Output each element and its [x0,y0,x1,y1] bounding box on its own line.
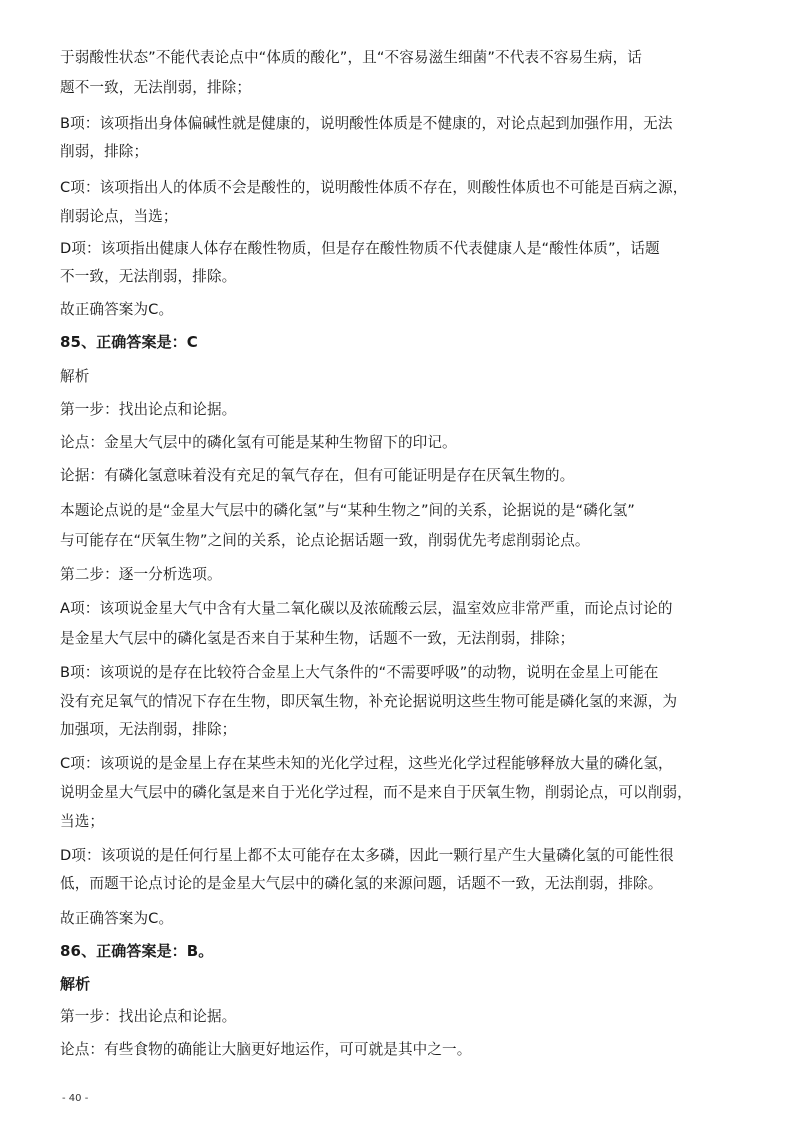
text-line: C项：该项说的是金星上存在某些未知的光化学过程，这些光化学过程能够释放大量的磷化氢， [60,755,673,772]
text-line: 与可能存在“厌氧生物”之间的关系，论点论据话题一致，削弱优先考虑削弱论点。 [60,532,590,549]
text-line: 削弱论点，当选； [60,208,178,225]
text-line: 故正确答案为C。 [60,301,174,318]
text-line: 第一步：找出论点和论据。 [60,1008,237,1025]
text-line: D项：该项说的是任何行星上都不太可能存在太多磷，因此一颗行星产生大量磷化氢的可能性很 [60,847,674,864]
text-line: 论点：金星大气层中的磷化氢有可能是某种生物留下的印记。 [60,434,457,451]
text-line: 削弱，排除； [60,143,149,160]
text-line: A项：该项说金星大气中含有大量二氧化碳以及浓硫酸云层，温室效应非常严重，而论点讨论的 [60,600,673,617]
text-line: 本题论点说的是“金星大气层中的磷化氢”与“某种生物之”间的关系，论据说的是“磷化氢” [60,502,635,519]
answer-heading-86: 86、正确答案是：B。 [60,942,214,960]
text-line: 第一步：找出论点和论据。 [60,401,237,418]
text-line: 解析 [60,368,90,385]
text-line: 说明金星大气层中的磷化氢是来自于光化学过程，而不是来自于厌氧生物，削弱论点，可以削弱， [60,784,692,801]
text-line: 第二步：逐一分析选项。 [60,566,222,583]
text-line: B项：该项说的是存在比较符合金星上大气条件的“不需要呼吸”的动物，说明在金星上可能在 [60,664,659,681]
text-line: 没有充足氧气的情况下存在生物，即厌氧生物，补充论据说明这些生物可能是磷化氢的来源，为 [60,693,678,710]
text-line: 是金星大气层中的磷化氢是否来自于某种生物，话题不一致，无法削弱，排除； [60,630,575,647]
text-line: 故正确答案为C。 [60,910,174,927]
text-line: 加强项，无法削弱，排除； [60,721,237,738]
text-line: 低，而题干论点讨论的是金星大气层中的磷化氢的来源问题，话题不一致，无法削弱，排除。 [60,875,663,892]
text-line: 不一致，无法削弱，排除。 [60,268,237,285]
text-line: 论据：有磷化氢意味着没有充足的氧气存在，但有可能证明是存在厌氧生物的。 [60,467,575,484]
text-line: 论点：有些食物的确能让大脑更好地运作，可可就是其中之一。 [60,1041,472,1058]
text-line: C项：该项指出人的体质不会是酸性的，说明酸性体质不存在，则酸性体质也不可能是百病之源， [60,179,688,196]
text-line: 当选； [60,813,105,830]
text-line: 解析 [60,975,91,993]
text-line: 题不一致，无法削弱，排除； [60,79,252,96]
text-line: B项：该项指出身体偏碱性就是健康的，说明酸性体质是不健康的，对论点起到加强作用，无法 [60,115,673,132]
text-line: 于弱酸性状态”不能代表论点中“体质的酸化”，且“不容易滋生细菌”不代表不容易生病，话 [60,49,642,66]
page-number: - 40 - [62,1093,89,1104]
text-line: D项：该项指出健康人体存在酸性物质，但是存在酸性物质不代表健康人是“酸性体质”，话题 [60,240,660,257]
answer-heading-85: 85、正确答案是：C [60,333,198,351]
